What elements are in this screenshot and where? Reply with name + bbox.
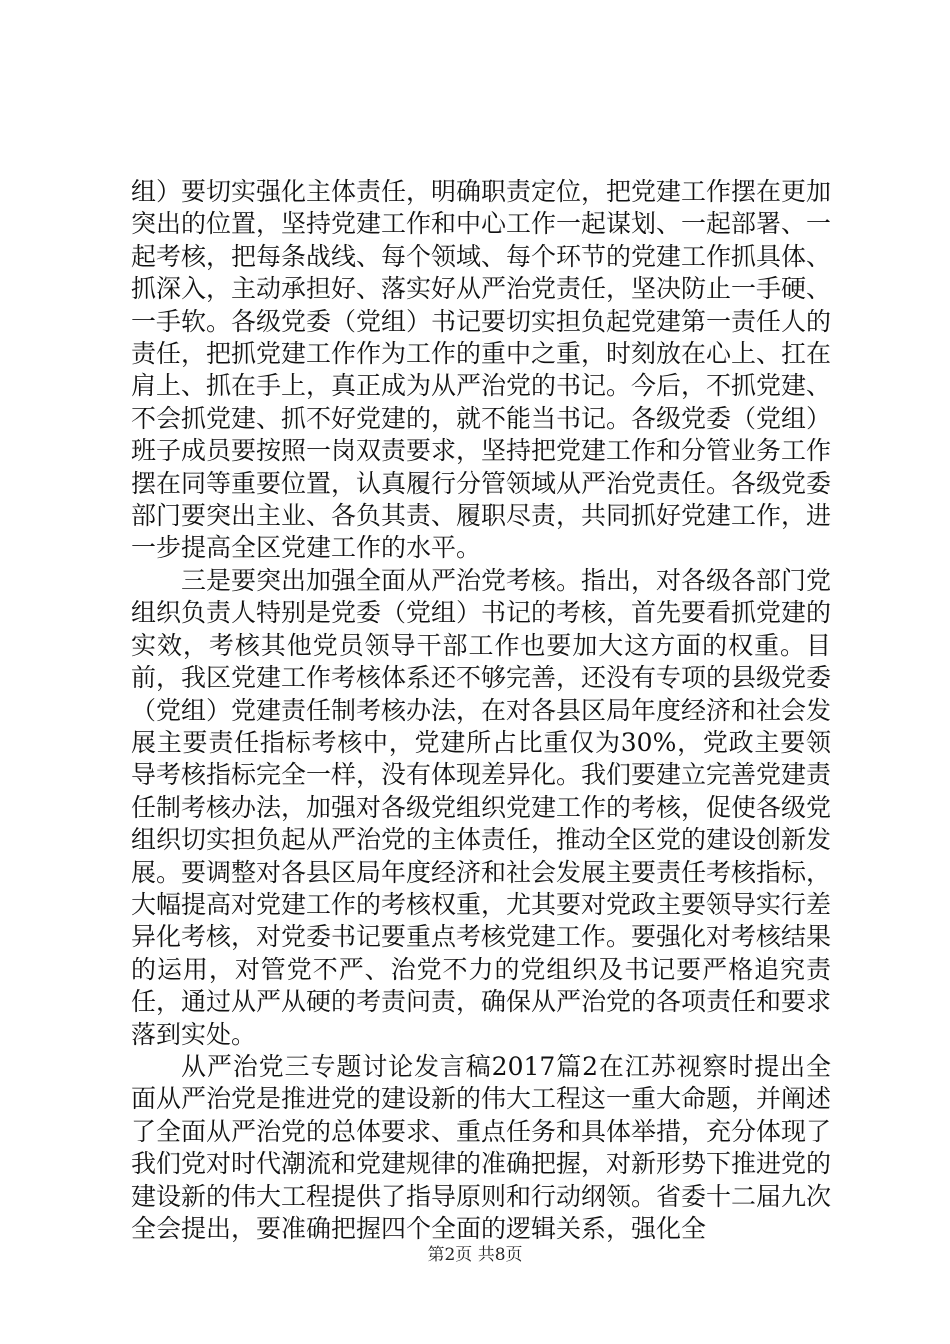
paragraph-speech-draft: 从严治党三专题讨论发言稿2017篇2在江苏视察时提出全面从严治党是推进党的建设新的伟大工程这一重大命题，并阐述了全面从严治党的总体要求、重点任务和具体举措，充分体现了我们党对时代潮流和党建规律的准确把握，对新形势下推进党的建设新的伟大工程提供了指导原则和行动纲领。省委十二届九次全会提出，要准确把握四个全面的逻辑关系，强化全 — [131, 1051, 832, 1243]
page-footer: 第2页 共8页 — [427, 1245, 523, 1265]
paragraph-continuation: 组）要切实强化主体责任，明确职责定位，把党建工作摆在更加突出的位置，坚持党建工作和中心工作一起谋划、一起部署、一起考核，把每条战线、每个领域、每个环节的党建工作抓具体、抓深入，主动承担好、落实好从严治党责任，坚决防止一手硬、一手软。各级党委（党组）书记要切实担负起党建第一责任人的责任，把抓党建工作作为工作的重中之重，时刻放在心上、扛在肩上、抓在手上，真正成为从严治党的书记。今后，不抓党建、不会抓党建、抓不好党建的，就不能当书记。各级党委（党组）班子成员要按照一岗双责要求，坚持把党建工作和分管业务工作摆在同等重要位置，认真履行分管领域从严治党责任。各级党委部门要突出主业、各负其责、履职尽责，共同抓好党建工作，进一步提高全区党建工作的水平。 — [131, 177, 832, 563]
document-body — [131, 176, 831, 1245]
paragraph-assessment: 三是要突出加强全面从严治党考核。指出，对各级各部门党组织负责人特别是党委（党组）书记的考核，首先要看抓党建的实效，考核其他党员领导干部工作也要加大这方面的权重。目前，我区党建工作考核体系还不够完善，还没有专项的县级党委（党组）党建责任制考核办法，在对各县区局年度经济和社会发展主要责任指标考核中，党建所占比重仅为30%，党政主要领导考核指标完全一样，没有体现差异化。我们要建立完善党建责任制考核办法，加强对各级党组织党建工作的考核，促使各级党组织切实担负起从严治党的主体责任，推动全区党的建设创新发展。要调整对各县区局年度经济和社会发展主要责任考核指标，大幅提高对党建工作的考核权重，尤其要对党政主要领导实行差异化考核，对党委书记要重点考核党建工作。要强化对考核结果的运用，对管党不严、治党不力的党组织及书记要严格追究责任，通过从严从硬的考责问责，确保从严治党的各项责任和要求落到实处。 — [131, 565, 832, 1049]
